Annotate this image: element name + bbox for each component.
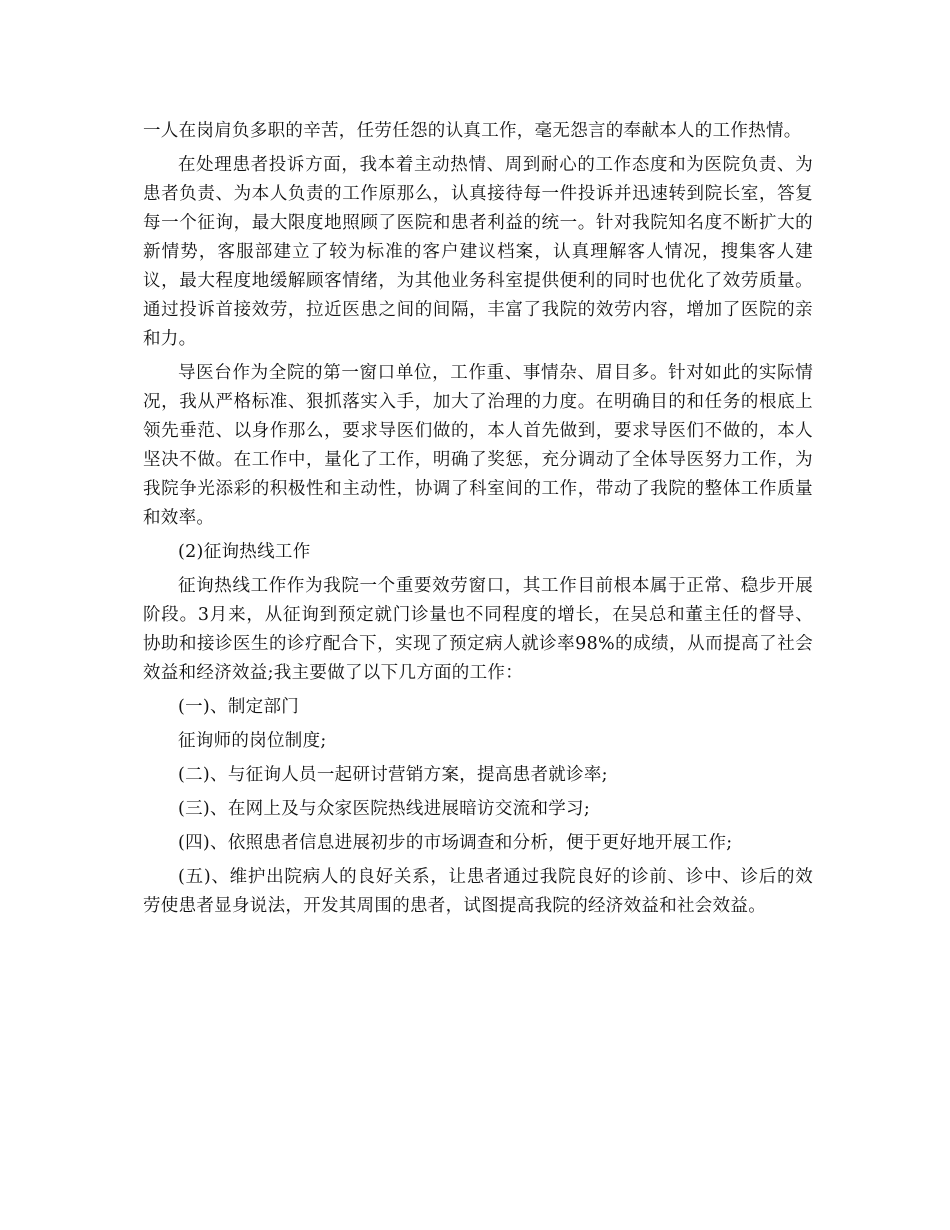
list-item-1: (一)、制定部门 [178, 697, 300, 717]
list-item-4: (四)、依照患者信息进展初步的市场调查和分析，便于更好地开展工作; [178, 833, 733, 853]
document-body [143, 117, 813, 926]
paragraph-complaints: 在处理患者投诉方面，我本着主动热情、周到耐心的工作态度和为医院负责、为患者负责、为本人负责的工作原那么，认真接待每一件投诉并迅速转到院长室，答复每一个征询，最大限度地照顾了医院和患者利益的统一。针对我院知名度不断扩大的新情势，客服部建立了较为标准的客户建议档案，认真理解客人情况，搜集客人建议，最大程度地缓解顾客情绪，为其他业务科室提供便利的同时也优化了效劳质量。通过投诉首接效劳，拉近医患之间的间隔，丰富了我院的效劳内容，增加了医院的亲和力。 [143, 155, 813, 349]
paragraph-hotline: 征询热线工作作为我院一个重要效劳窗口，其工作目前根本属于正常、稳步开展阶段。3月来，从征询到预定就门诊量也不同程度的增长，在吴总和董主任的督导、协助和接诊医生的诊疗配合下，实现了预定病人就诊率98%的成绩，从而提高了社会效益和经济效益;我主要做了以下几方面的工作： [143, 576, 813, 683]
paragraph-guide-desk: 导医台作为全院的第一窗口单位，工作重、事情杂、眉目多。针对如此的实际情况，我从严格标准、狠抓落实入手，加大了治理的力度。在明确目的和任务的根底上领先垂范、以身作那么，要求导医们做的，本人首先做到，要求导医们不做的，本人坚决不做。在工作中，量化了工作，明确了奖惩，充分调动了全体导医努力工作，为我院争光添彩的积极性和主动性，协调了科室间的工作，带动了我院的整体工作质量和效率。 [143, 363, 813, 528]
paragraph-1: 一人在岗肩负多职的辛苦，任劳任怨的认真工作，毫无怨言的奉献本人的工作热情。 [143, 121, 802, 141]
list-item-2: (二)、与征询人员一起研讨营销方案，提高患者就诊率; [178, 765, 608, 785]
list-item-3: (三)、在网上及与众家医院热线进展暗访交流和学习; [178, 799, 591, 819]
list-item-5: (五)、维护出院病人的良好关系，让患者通过我院良好的诊前、诊中、诊后的效劳使患者显身说法，开发其周围的患者，试图提高我院的经济效益和社会效益。 [143, 867, 813, 916]
list-item-1-continued: 征询师的岗位制度; [178, 731, 327, 751]
section-heading-hotline: (2)征询热线工作 [178, 542, 311, 562]
